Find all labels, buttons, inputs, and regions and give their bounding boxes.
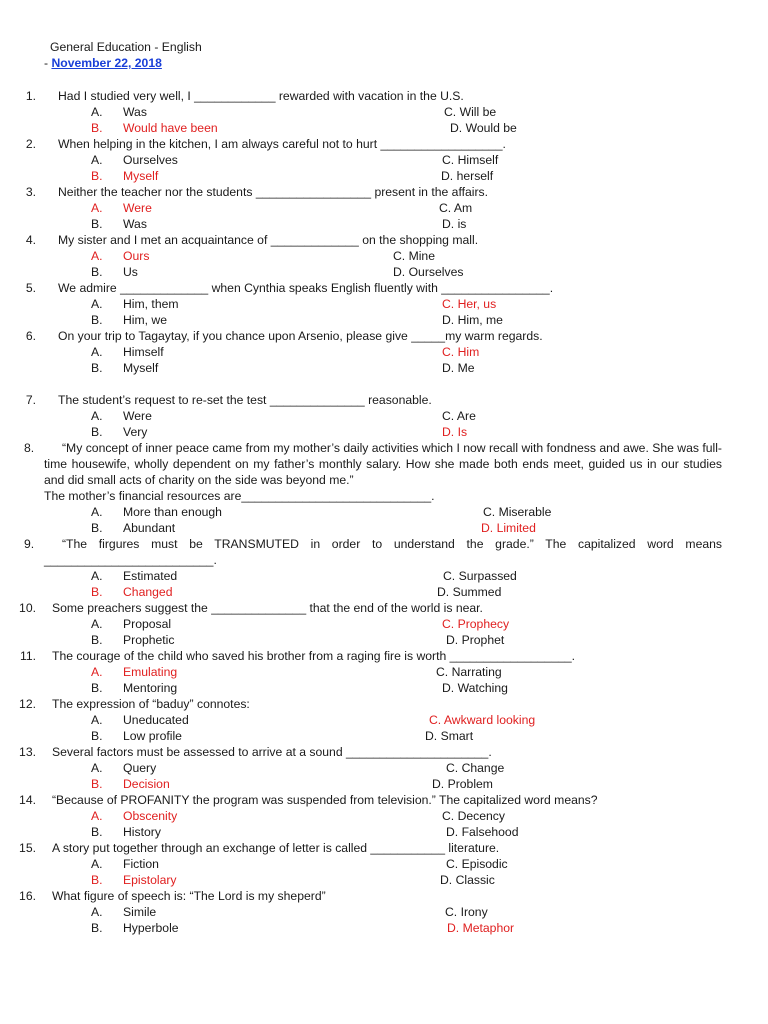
option-text: Emulating bbox=[123, 665, 178, 679]
option-text: Very bbox=[123, 425, 148, 439]
question-stem-line bbox=[0, 648, 768, 664]
option-text: Decision bbox=[123, 777, 170, 791]
question-stem: The mother’s financial resources are____________________________. bbox=[44, 489, 435, 503]
option-d[interactable]: D. Ourselves bbox=[393, 265, 464, 279]
option-text: Were bbox=[123, 201, 152, 215]
option-letter: B. bbox=[91, 265, 103, 279]
option-letter: A. bbox=[91, 505, 103, 519]
option-letter: A. bbox=[91, 713, 103, 727]
option-letter: A. bbox=[91, 857, 103, 871]
option-text: Would have been bbox=[123, 121, 218, 135]
option-row bbox=[0, 808, 768, 824]
option-letter: A. bbox=[91, 905, 103, 919]
option-c[interactable]: C. Him bbox=[442, 345, 480, 359]
option-c[interactable]: C. Her, us bbox=[442, 297, 497, 311]
question-stem-line bbox=[0, 328, 768, 344]
option-row bbox=[0, 632, 768, 648]
option-letter: A. bbox=[91, 105, 103, 119]
option-d[interactable]: D. Watching bbox=[442, 681, 508, 695]
option-row bbox=[0, 296, 768, 312]
passage-text: “The firgures must be TRANSMUTED in order to understand the grade.” The capitalized word means _________________________. bbox=[44, 537, 722, 567]
option-row bbox=[0, 824, 768, 840]
option-text: Himself bbox=[123, 345, 164, 359]
option-c[interactable]: C. Will be bbox=[444, 105, 497, 119]
question-number: 7. bbox=[25, 393, 36, 407]
option-c[interactable]: C. Surpassed bbox=[443, 569, 517, 583]
option-text: Myself bbox=[123, 361, 159, 375]
option-row bbox=[0, 520, 768, 536]
question-stem: When helping in the kitchen, I am always careful not to hurt __________________. bbox=[58, 137, 506, 151]
option-letter: B. bbox=[91, 169, 103, 183]
option-d[interactable]: D. Would be bbox=[450, 121, 517, 135]
date-prefix: - bbox=[44, 56, 52, 70]
question-number: 8. bbox=[24, 441, 35, 455]
option-row bbox=[0, 680, 768, 696]
option-d[interactable]: D. Smart bbox=[425, 729, 474, 743]
option-row bbox=[0, 568, 768, 584]
option-d[interactable]: D. is bbox=[442, 217, 467, 231]
option-row bbox=[0, 728, 768, 744]
option-text: Myself bbox=[123, 169, 159, 183]
question-stem-line bbox=[0, 184, 768, 200]
option-row bbox=[0, 664, 768, 680]
option-text: Hyperbole bbox=[123, 921, 179, 935]
option-d[interactable]: D. Me bbox=[442, 361, 475, 375]
option-d[interactable]: D. Problem bbox=[432, 777, 493, 791]
option-d[interactable]: D. Limited bbox=[481, 521, 536, 535]
question-number: 9. bbox=[24, 537, 35, 551]
option-letter: A. bbox=[91, 665, 103, 679]
option-text: History bbox=[123, 825, 161, 839]
question-stem: Had I studied very well, I ____________ rewarded with vacation in the U.S. bbox=[58, 89, 464, 103]
option-c[interactable]: C. Episodic bbox=[446, 857, 508, 871]
option-d[interactable]: D. Classic bbox=[440, 873, 495, 887]
option-text: Obscenity bbox=[123, 809, 178, 823]
question-stem: The student’s request to re-set the test ______________ reasonable. bbox=[58, 393, 432, 407]
date-line bbox=[44, 56, 162, 70]
option-d[interactable]: D. Summed bbox=[437, 585, 502, 599]
option-letter: B. bbox=[91, 681, 103, 695]
option-text: Was bbox=[123, 217, 147, 231]
option-text: Estimated bbox=[123, 569, 178, 583]
question-number: 12. bbox=[19, 697, 36, 711]
page-title: General Education - English bbox=[50, 40, 202, 54]
question-stem-line bbox=[0, 744, 768, 760]
option-letter: B. bbox=[91, 121, 103, 135]
question-stem-line bbox=[0, 696, 768, 712]
question-stem: What figure of speech is: “The Lord is my sheperd” bbox=[52, 889, 326, 903]
option-text: Him, we bbox=[123, 313, 168, 327]
option-row bbox=[0, 504, 768, 520]
question-stem-line bbox=[0, 232, 768, 248]
option-text: Ourselves bbox=[123, 153, 178, 167]
option-row bbox=[0, 104, 768, 120]
option-row bbox=[0, 408, 768, 424]
question-number: 4. bbox=[25, 233, 36, 247]
question-stem: My sister and I met an acquaintance of _____________ on the shopping mall. bbox=[58, 233, 479, 247]
passage-text: “My concept of inner peace came from my mother’s daily activities which I now recall with fondness and awe. She was full-time housewife, wholly dependent on my father’s monthly salary. How she made both ends meet, guided us in our studies and did small acts of charity on the side was beyond me.” bbox=[44, 441, 722, 487]
question-stem: Several factors must be assessed to arrive at a sound _____________________. bbox=[52, 745, 492, 759]
option-letter: B. bbox=[91, 425, 103, 439]
question-stem: “Because of PROFANITY the program was suspended from television.” The capitalized word means? bbox=[52, 793, 598, 807]
option-row bbox=[0, 920, 768, 936]
option-c[interactable]: C. Change bbox=[446, 761, 505, 775]
option-row bbox=[0, 776, 768, 792]
question-stem: On your trip to Tagaytay, if you chance upon Arsenio, please give _____my warm regards. bbox=[58, 329, 543, 343]
question-stem: The expression of “baduy” connotes: bbox=[52, 697, 250, 711]
option-letter: B. bbox=[91, 873, 103, 887]
option-d[interactable]: D. Him, me bbox=[442, 313, 503, 327]
option-text: Were bbox=[123, 409, 152, 423]
question-number: 3. bbox=[25, 185, 36, 199]
question-number: 6. bbox=[25, 329, 36, 343]
option-row bbox=[0, 760, 768, 776]
option-text: Proposal bbox=[123, 617, 172, 631]
option-row bbox=[0, 584, 768, 600]
option-letter: A. bbox=[91, 569, 103, 583]
option-row bbox=[0, 168, 768, 184]
option-text: Him, them bbox=[123, 297, 179, 311]
option-letter: A. bbox=[91, 345, 103, 359]
option-letter: B. bbox=[91, 729, 103, 743]
option-text: Epistolary bbox=[123, 873, 177, 887]
option-text: Changed bbox=[123, 585, 173, 599]
option-row bbox=[0, 344, 768, 360]
question-stem-line bbox=[0, 392, 768, 408]
question-number: 15. bbox=[19, 841, 36, 855]
option-letter: A. bbox=[91, 153, 103, 167]
question-stem: Neither the teacher nor the students _________________ present in the affairs. bbox=[58, 185, 489, 199]
option-letter: A. bbox=[91, 809, 103, 823]
option-letter: B. bbox=[91, 217, 103, 231]
option-row bbox=[0, 712, 768, 728]
question-stem-line bbox=[0, 88, 768, 104]
option-c[interactable]: C. Mine bbox=[393, 249, 435, 263]
question-number: 10. bbox=[19, 601, 36, 615]
option-row bbox=[0, 216, 768, 232]
option-row bbox=[0, 616, 768, 632]
option-letter: B. bbox=[91, 585, 103, 599]
question-stem: A story put together through an exchange of letter is called ___________ literature. bbox=[52, 841, 500, 855]
option-text: Abundant bbox=[123, 521, 176, 535]
option-text: Prophetic bbox=[123, 633, 175, 647]
question-number: 14. bbox=[19, 793, 36, 807]
option-c[interactable]: C. Awkward looking bbox=[429, 713, 536, 727]
option-row bbox=[0, 360, 768, 376]
question-number: 11. bbox=[19, 649, 36, 663]
option-letter: B. bbox=[91, 633, 103, 647]
option-letter: A. bbox=[91, 201, 103, 215]
question-stem: Some preachers suggest the ______________ that the end of the world is near. bbox=[52, 601, 483, 615]
option-letter: B. bbox=[91, 921, 103, 935]
question-stem-line bbox=[0, 488, 768, 504]
option-d[interactable]: D. Prophet bbox=[446, 633, 505, 647]
option-c[interactable]: C. Narrating bbox=[436, 665, 502, 679]
question-stem: The courage of the child who saved his brother from a raging fire is worth __________________. bbox=[52, 649, 576, 663]
option-d[interactable]: D. Metaphor bbox=[447, 921, 515, 935]
option-c[interactable]: C. Prophecy bbox=[442, 617, 510, 631]
option-d[interactable]: D. Is bbox=[442, 425, 468, 439]
option-c[interactable]: C. Miserable bbox=[483, 505, 552, 519]
option-text: Us bbox=[123, 265, 138, 279]
option-row bbox=[0, 200, 768, 216]
option-letter: B. bbox=[91, 825, 103, 839]
question-stem-line bbox=[0, 136, 768, 152]
option-letter: A. bbox=[91, 617, 103, 631]
question-stem-line bbox=[0, 600, 768, 616]
option-letter: B. bbox=[91, 313, 103, 327]
option-text: Was bbox=[123, 105, 147, 119]
question-passage bbox=[24, 536, 722, 568]
question-stem: We admire _____________ when Cynthia speaks English fluently with ________________. bbox=[58, 281, 554, 295]
option-letter: A. bbox=[91, 761, 103, 775]
question-passage bbox=[24, 440, 722, 488]
option-row bbox=[0, 856, 768, 872]
option-row bbox=[0, 312, 768, 328]
option-letter: B. bbox=[91, 521, 103, 535]
option-c[interactable]: C. Am bbox=[439, 201, 473, 215]
option-d[interactable]: D. herself bbox=[441, 169, 494, 183]
question-number: 13. bbox=[19, 745, 36, 759]
option-text: Simile bbox=[123, 905, 157, 919]
question-stem-line bbox=[0, 792, 768, 808]
question-number: 5. bbox=[25, 281, 36, 295]
option-text: Low profile bbox=[123, 729, 182, 743]
option-row bbox=[0, 904, 768, 920]
question-stem-line bbox=[0, 888, 768, 904]
option-row bbox=[0, 872, 768, 888]
option-c[interactable]: C. Irony bbox=[445, 905, 488, 919]
option-text: Ours bbox=[123, 249, 150, 263]
date-link[interactable]: November 22, 2018 bbox=[51, 56, 162, 70]
option-letter: B. bbox=[91, 361, 103, 375]
option-row bbox=[0, 152, 768, 168]
option-text: More than enough bbox=[123, 505, 222, 519]
option-text: Fiction bbox=[123, 857, 159, 871]
question-stem-line bbox=[0, 840, 768, 856]
option-letter: A. bbox=[91, 409, 103, 423]
option-letter: B. bbox=[91, 777, 103, 791]
option-text: Query bbox=[123, 761, 157, 775]
option-text: Uneducated bbox=[123, 713, 189, 727]
option-text: Mentoring bbox=[123, 681, 178, 695]
option-row bbox=[0, 248, 768, 264]
option-letter: A. bbox=[91, 249, 103, 263]
option-row bbox=[0, 120, 768, 136]
option-c[interactable]: C. Decency bbox=[442, 809, 505, 823]
option-letter: A. bbox=[91, 297, 103, 311]
question-number: 2. bbox=[25, 137, 36, 151]
option-d[interactable]: D. Falsehood bbox=[446, 825, 519, 839]
option-row bbox=[0, 424, 768, 440]
option-c[interactable]: C. Are bbox=[442, 409, 476, 423]
question-stem-line bbox=[0, 280, 768, 296]
question-number: 1. bbox=[25, 89, 36, 103]
option-c[interactable]: C. Himself bbox=[442, 153, 499, 167]
question-number: 16. bbox=[19, 889, 36, 903]
option-row bbox=[0, 264, 768, 280]
